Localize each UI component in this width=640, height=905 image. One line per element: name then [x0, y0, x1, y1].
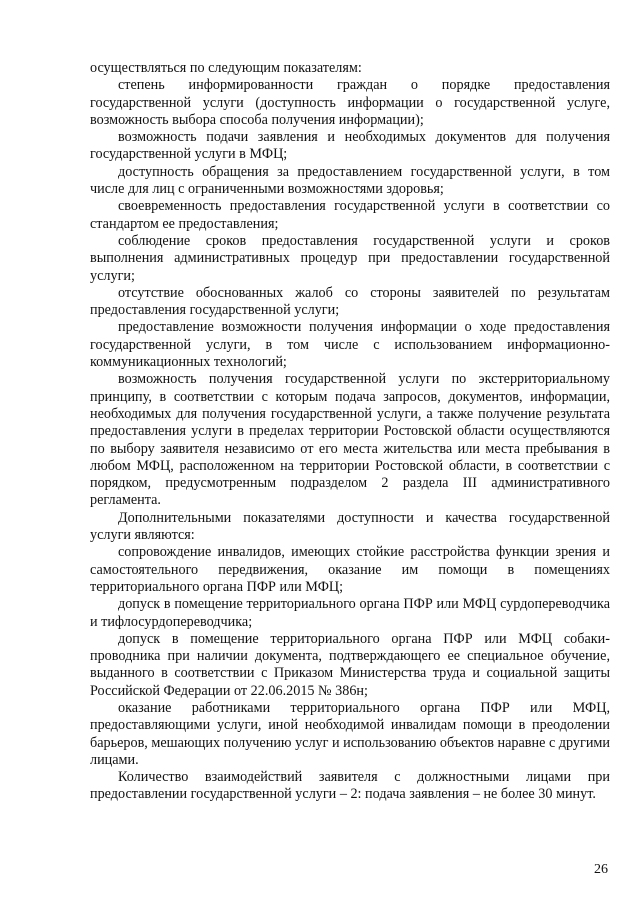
- document-body: [90, 60, 610, 804]
- paragraph-no-complaints: отсутствие обоснованных жалоб со стороны заявителей по результатам предоставления государственной услуги;: [90, 284, 610, 319]
- page-number: 26: [594, 862, 608, 877]
- paragraph-guide-dog: допуск в помещение территориального органа ПФР или МФЦ собаки-проводника при наличии документа, подтверждающего ее специальное обучение, выданного в соответствии с Приказом Министерства труда и социальной защиты Российской Федерации от 22.06.2015 № 386н;: [90, 630, 610, 699]
- paragraph-escort: сопровождение инвалидов, имеющих стойкие расстройства функции зрения и самостоятельного передвижения, оказание им помощи в помещениях территориального органа ПФР или МФЦ;: [90, 544, 610, 595]
- paragraph-sign-interpreter: допуск в помещение территориального органа ПФР или МФЦ сурдопереводчика и тифлосурдопереводчика;: [90, 596, 610, 630]
- paragraph-intro: осуществляться по следующим показателям:: [90, 60, 362, 76]
- paragraph-progress-info: предоставление возможности получения информации о ходе предоставления государственной услуги, в том числе с использованием информационно-коммуникационных технологий;: [90, 319, 610, 371]
- paragraph-accessibility: доступность обращения за предоставлением государственной услуги, в том числе для лиц с ограниченными возможностями здоровья;: [90, 163, 610, 198]
- paragraph-interactions-count: Количество взаимодействий заявителя с должностными лицами при предоставлении государственной услуги – 2: подача заявления – не более 30 минут.: [90, 769, 610, 803]
- paragraph-additional-indicators: Дополнительными показателями доступности и качества государственной услуги являются:: [90, 509, 610, 544]
- paragraph-extraterritorial: возможность получения государственной услуги по экстерриториальному принципу, в соответствии с которым подача запросов, документов, информации, необходимых для получения государственной услуги, а также получение результата предоставления услуги в пределах территории Ростовской области осуществляются по выбору заявителя независимо от его места жительства или места пребывания в любом МФЦ, расположенном на территории Ростовской области, в соответствии с порядком, предусмотренным подразделом 2 раздела III административного регламента.: [90, 371, 610, 509]
- paragraph-staff-assistance: оказание работниками территориального органа ПФР или МФЦ, предоставляющими услуги, иной необходимой инвалидам помощи в преодолении барьеров, мешающих получению услуг и использованию объектов наравне с другими лицами.: [90, 699, 610, 768]
- paragraph-informedness: степень информированности граждан о порядке предоставления государственной услуги (доступность информации о государственной услуге, возможность выбора способа получения информации);: [90, 77, 610, 128]
- paragraph-mfc-application: возможность подачи заявления и необходимых документов для получения государственной услуги в МФЦ;: [90, 129, 610, 163]
- paragraph-deadlines: соблюдение сроков предоставления государственной услуги и сроков выполнения административных процедур при предоставлении государственной услуги;: [90, 232, 610, 284]
- paragraph-timeliness: своевременность предоставления государственной услуги в соответствии со стандартом ее предоставления;: [90, 198, 610, 232]
